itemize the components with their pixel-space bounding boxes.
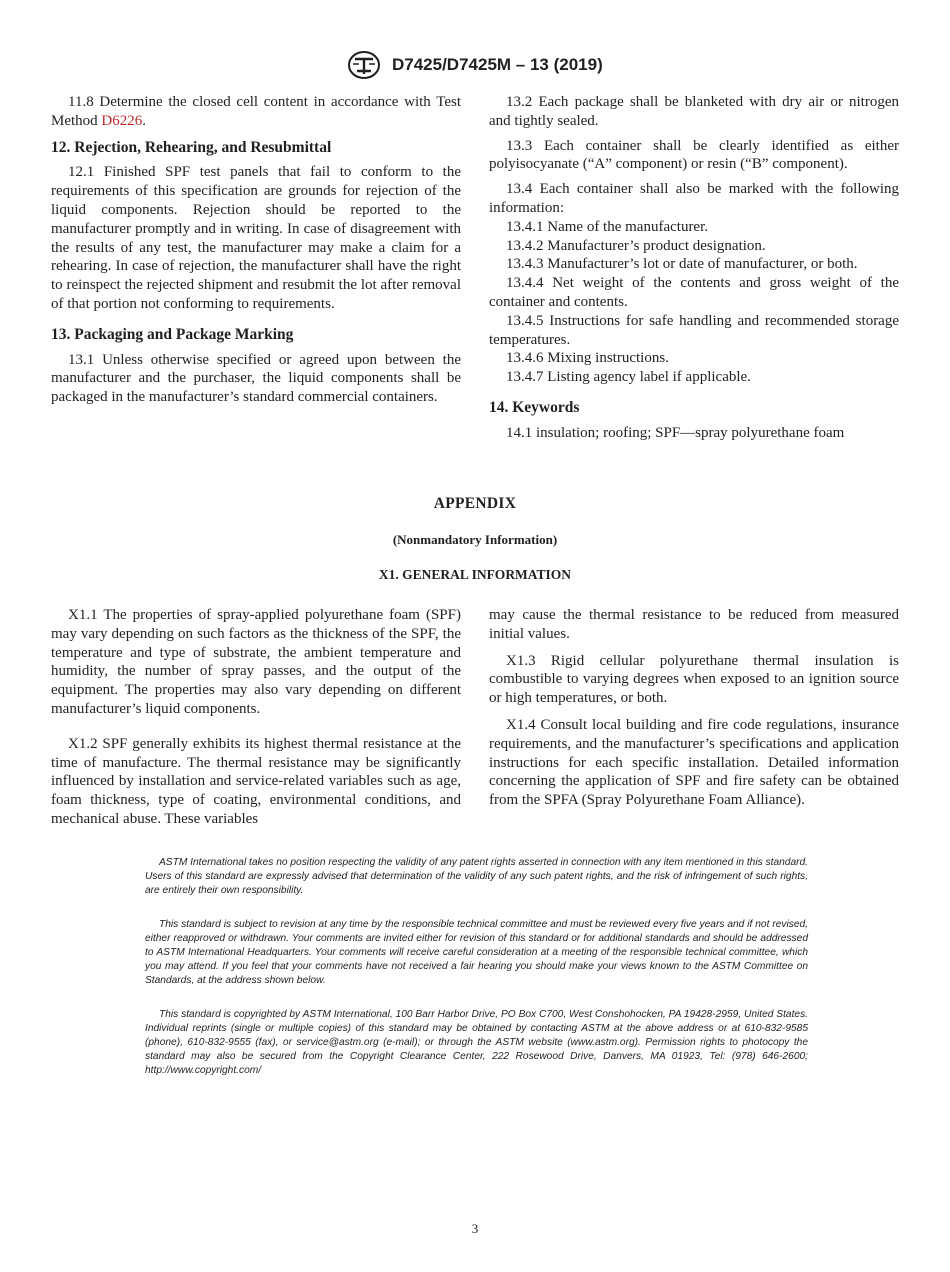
section-12-heading: 12. Rejection, Rehearing, and Resubmittal: [51, 138, 332, 156]
paragraph-x1-3: X1.3 Rigid cellular polyurethane thermal insulation is combustible to varying degrees when exposed to an ignition source or high temperatures, or both.: [489, 652, 899, 707]
appendix-section-heading: X1. GENERAL INFORMATION: [378, 567, 572, 582]
paragraph-13-1: 13.1 Unless otherwise specified or agreed upon between the manufacturer and the purchaser, the liquid components shall be packaged in the manufacturer’s standard commercial containers.: [51, 351, 461, 406]
page-number: 3: [471, 1221, 479, 1236]
paragraph-x1-2: X1.2 SPF generally exhibits its highest thermal resistance at the time of manufacture. The thermal resistance may be significantly influenced by installation and service-related variables such as age, foam thickness, type of coating, environmental conditions, and mechanical abuse. These variables: [51, 735, 461, 827]
list-item: 13.4.2 Manufacturer’s product designation.: [506, 237, 766, 254]
left-column: [51, 93, 461, 407]
right-column: [489, 93, 899, 443]
section-14-heading: 14. Keywords: [489, 398, 580, 416]
paragraph-x1-2-continued: may cause the thermal resistance to be reduced from measured initial values.: [489, 607, 899, 642]
appendix-subtitle: (Nonmandatory Information): [392, 532, 558, 547]
appendix-title: APPENDIX: [433, 495, 517, 512]
paragraph-13-3: 13.3 Each container shall be clearly identified as either polyisocyanate (“A” component) or resin (“B” component).: [489, 137, 899, 173]
revision-notice: This standard is subject to revision at any time by the responsible technical committee and must be reviewed every five years and if not revised, either reapproved or withdrawn. Your comments are invited either for revision of this standard or for additional standards and should be addressed to ASTM International Headquarters. Your comments will receive careful consideration at a meeting of the responsible technical committee, which you may attend. If you feel that your comments have not received a fair hearing you should make your views known to the ASTM Committee on Standards, at the address shown below.: [145, 919, 808, 986]
patent-notice: ASTM International takes no position respecting the validity of any patent rights asserted in connection with any item mentioned in this standard. Users of this standard are expressly advised that determination of the validity of any such patent rights, and the risk of infringement of such rights, are entirely their own responsibility.: [145, 857, 808, 896]
paragraph-x1-1: X1.1 The properties of spray-applied polyurethane foam (SPF) may vary depending on such factors as the thickness of the SPF, the temperature and type of substrate, the ambient temperature and humidity, the number of spray passes, and the output of the equipment. The properties may also vary depending on different manufacturer’s liquid components.: [51, 607, 461, 717]
list-item: 13.4.7 Listing agency label if applicable.: [506, 369, 751, 386]
list-item: 13.4.6 Mixing instructions.: [506, 350, 669, 367]
list-item: 13.4.3 Manufacturer’s lot or date of manufacturer, or both.: [506, 256, 858, 273]
d6226-link[interactable]: D6226: [101, 112, 143, 129]
paragraph-13-2: 13.2 Each package shall be blanketed with dry air or nitrogen and tightly sealed.: [489, 94, 899, 129]
section-13-heading: 13. Packaging and Package Marking: [51, 325, 294, 343]
paragraph-11-8: 11.8 Determine the closed cell content in accordance with Test Method D6226.: [51, 94, 461, 129]
list-item: 13.4.1 Name of the manufacturer.: [506, 218, 709, 235]
appendix-left-column: [51, 606, 461, 829]
paragraph-12-1: 12.1 Finished SPF test panels that fail to conform to the requirements of this specification are grounds for rejection of the liquid components. Rejection should be reported to the manufacturer promptly and in writing. In case of disagreement with the results of any test, the manufacturer may make a claim for a rehearing. In case of rejection, the manufacturer shall have the right to reinspect the rejected shipment and resubmit the lot after removal of that portion not conforming to requirements.: [51, 164, 461, 312]
appendix-right-column: [489, 606, 899, 810]
astm-logo-icon: [347, 50, 381, 80]
legal-notices: [145, 856, 808, 1098]
page-header: [0, 50, 950, 80]
list-item: 13.4.5 Instructions for safe handling and recommended storage temperatures.: [489, 312, 899, 348]
list-item: 13.4.4 Net weight of the contents and gross weight of the container and contents.: [489, 275, 899, 310]
document-designation: D7425/D7425M – 13 (2019): [391, 55, 603, 74]
copyright-notice: This standard is copyrighted by ASTM International, 100 Barr Harbor Drive, PO Box C700, West Conshohocken, PA 19428-2959, United States. Individual reprints (single or multiple copies) of this standard may be obtained by contacting ASTM at the above address or at 610-832-9585 (phone), 610-832-9555 (fax), or service@astm.org (e-mail); or through the ASTM website (www.astm.org). Permission rights to photocopy the standard may also be secured from the Copyright Clearance Center, 222 Rosewood Drive, Danvers, MA 01923, Tel: (978) 646-2600; http://www.copyright.com/: [145, 1009, 808, 1076]
paragraph-14-1: 14.1 insulation; roofing; SPF—spray polyurethane foam: [506, 424, 845, 441]
paragraph-13-4: 13.4 Each container shall also be marked with the following information:: [489, 181, 899, 216]
paragraph-x1-4: X1.4 Consult local building and fire code regulations, insurance requirements, and the manufacturer’s specifications and application instructions for each specific installation. Detailed information concerning the application of SPF and fire safety can be obtained from the SPFA (Spray Polyurethane Foam Alliance).: [489, 716, 899, 809]
